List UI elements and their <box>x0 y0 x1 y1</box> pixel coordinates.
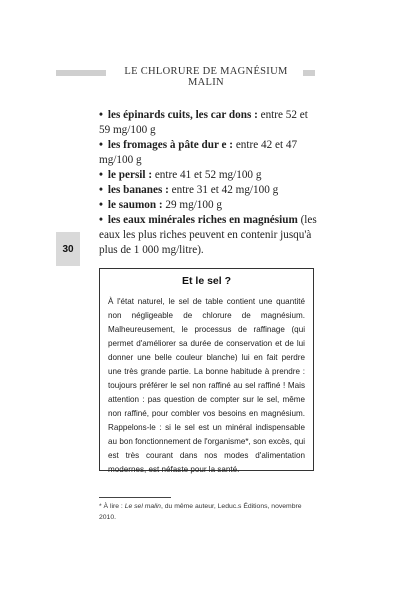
list-item-label: le saumon : <box>107 199 163 211</box>
footnote <box>99 501 318 523</box>
bullet-icon: • <box>99 199 103 211</box>
footnote-book-title: Le sel malin <box>124 503 161 510</box>
bullet-icon: • <box>99 139 103 151</box>
list-item-value: entre 42 et 47 mg/100 g <box>99 139 298 166</box>
food-list <box>99 108 318 258</box>
list-item-label: les épinards cuits, les car dons : <box>107 109 258 121</box>
footnote-rest: , du même auteur, Leduc.s Éditions, novembre 2010. <box>99 503 302 521</box>
bullet-icon: • <box>99 184 103 196</box>
running-header <box>0 66 400 88</box>
box-title: Et le sel ? <box>181 275 232 287</box>
list-item <box>99 168 318 183</box>
bullet-icon: • <box>99 109 103 121</box>
list-item-value: entre 41 et 52 mg/100 g <box>152 169 262 181</box>
footnote-prefix: * À lire : <box>99 503 125 510</box>
list-item-value: entre 52 et 59 mg/100 g <box>99 109 308 136</box>
list-item <box>99 138 318 168</box>
list-item <box>99 183 318 198</box>
list-item-label: les eaux minérales riches en magnésium <box>107 214 298 226</box>
header-rule-left <box>56 70 106 76</box>
list-item-value: 29 mg/100 g <box>162 199 222 211</box>
page-number: 30 <box>62 243 74 255</box>
bullet-icon: • <box>99 169 103 181</box>
box-text: À l'état naturel, le sel de table contient une quantité non négligeable de chlorure de magnésium. Malheureusement, le processus de raffinage (qui permet d'améliorer sa durée de conservation et de lui donner une belle couleur blanche) lui en fait perdre une très grande partie. La bonne habitude à prendre : toujours préférer le sel non raffiné au sel raffiné ! Mais attention : pas question de compter sur le sel, même non raffiné, pour combler vos besoins en magnésium. Rappelons-le : si le sel est un minéral indispensable au bon fonctionnement de l'organisme*, son excès, qui est très courant dans nos modes d'alimentation modernes, est néfaste pour la santé. <box>108 297 305 474</box>
page-number-tab <box>56 232 80 266</box>
list-item-label: les fromages à pâte dur e : <box>107 139 234 151</box>
bullet-icon: • <box>99 214 103 226</box>
list-item-label: les bananes : <box>107 184 169 196</box>
list-item <box>99 213 318 258</box>
list-item <box>99 198 318 213</box>
list-item-value: (les eaux les plus riches peuvent en contenir jusqu'à plus de 1 000 mg/litre). <box>99 214 317 256</box>
list-item-value: entre 31 et 42 mg/100 g <box>168 184 279 196</box>
list-item-label: le persil : <box>107 169 153 181</box>
footnote-rule <box>99 497 171 498</box>
sidebar-box <box>99 268 314 474</box>
header-title: LE CHLORURE DE MAGNÉSIUM MALIN <box>124 66 288 88</box>
header-rule-right <box>303 70 315 76</box>
list-item <box>99 108 318 138</box>
